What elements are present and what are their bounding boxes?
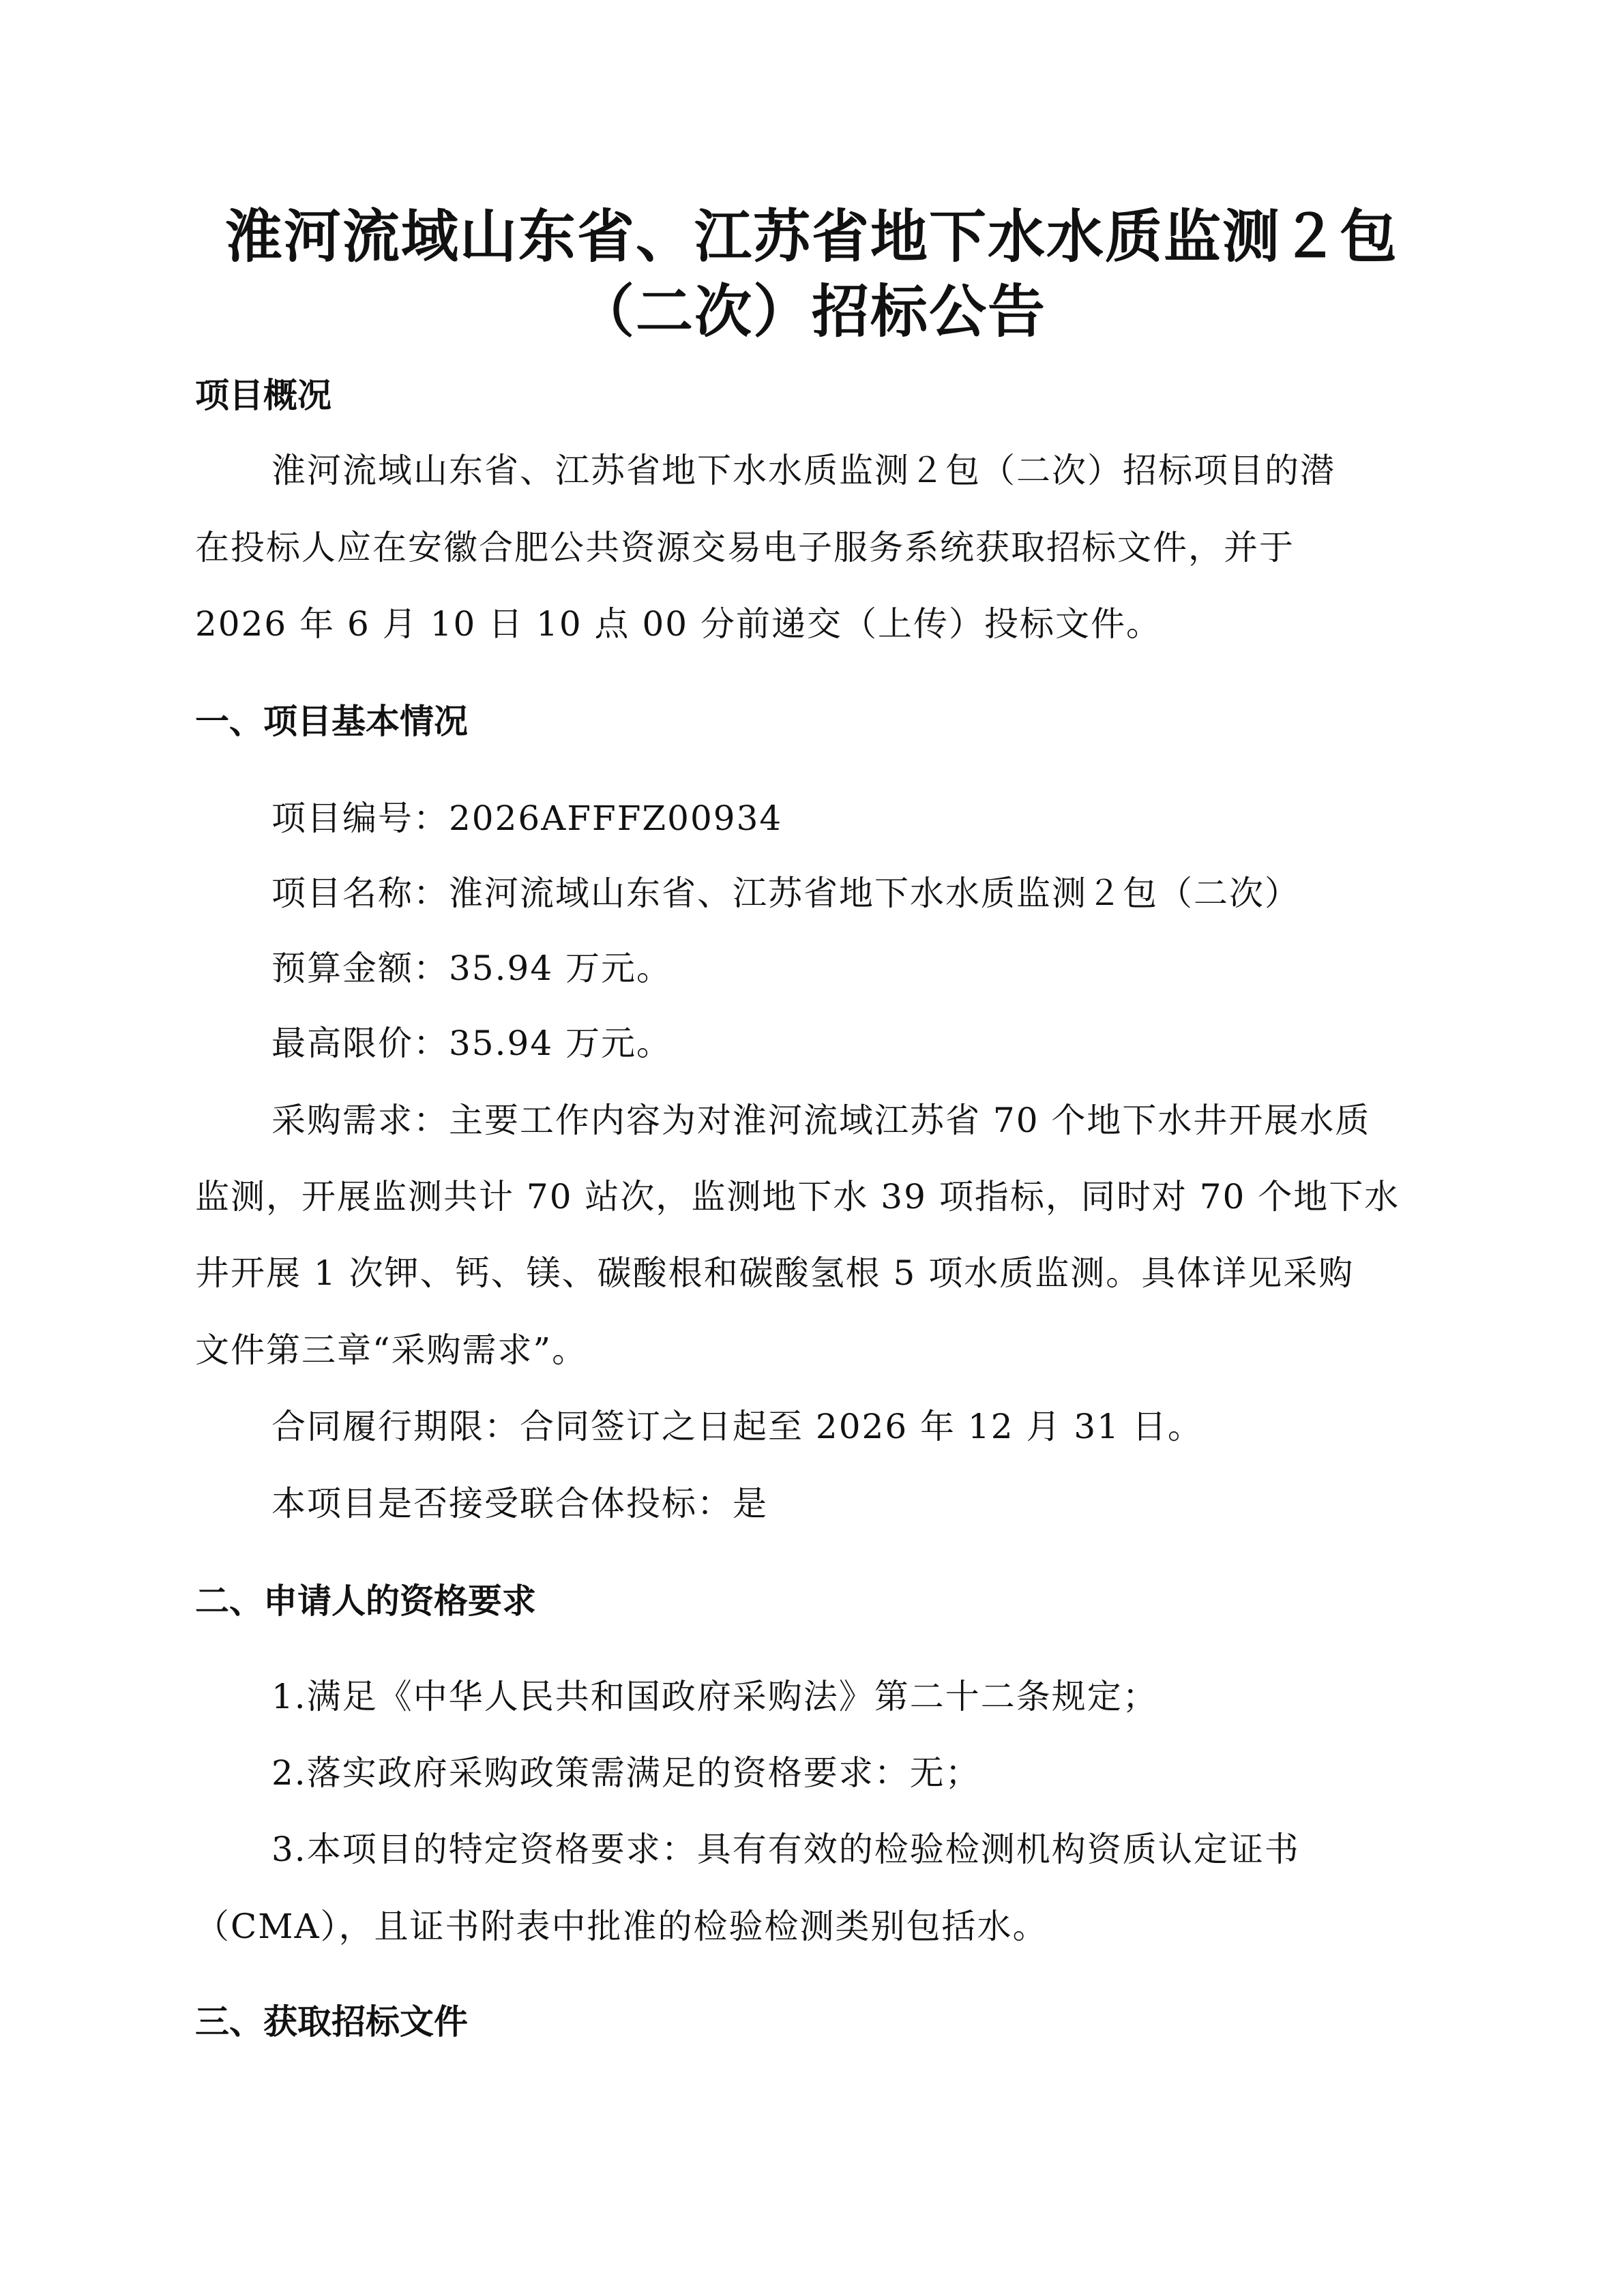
qualification-item-2: 2.落实政府采购政策需满足的资格要求：无； (271, 1753, 981, 1793)
section-1-heading: 一、项目基本情况 (195, 702, 468, 741)
requirement-line-1: 采购需求：主要工作内容为对淮河流域江苏省 70 个地下水井开展水质 (271, 1101, 1371, 1140)
max-price: 最高限价：35.94 万元。 (271, 1024, 673, 1063)
requirement-line-4: 文件第三章“采购需求”。 (195, 1330, 588, 1370)
overview-line-2: 在投标人应在安徽合肥公共资源交易电子服务系统获取招标文件，并于 (195, 528, 1295, 567)
overview-heading: 项目概况 (195, 376, 331, 415)
qualification-item-3-line-2: （CMA），且证书附表中批准的检验检测类别包括水。 (195, 1907, 1048, 1946)
qualification-item-1: 1.满足《中华人民共和国政府采购法》第二十二条规定； (271, 1677, 1158, 1716)
contract-period: 合同履行期限：合同签订之日起至 2026 年 12 月 31 日。 (271, 1407, 1203, 1446)
overview-line-3: 2026 年 6 月 10 日 10 点 00 分前递交（上传）投标文件。 (195, 604, 1162, 644)
budget-amount: 预算金额：35.94 万元。 (271, 949, 673, 988)
qualification-item-3-line-1: 3.本项目的特定资格要求：具有有效的检验检测机构资质认定证书 (271, 1830, 1300, 1869)
overview-line-1: 淮河流域山东省、江苏省地下水水质监测２包（二次）招标项目的潜 (271, 451, 1335, 490)
requirement-line-2: 监测，开展监测共计 70 站次，监测地下水 39 项指标，同时对 70 个地下水 (195, 1177, 1400, 1217)
document-title-line-2: （二次）招标公告 (576, 278, 1046, 345)
section-2-heading: 二、申请人的资格要求 (195, 1581, 536, 1621)
project-number: 项目编号：2026AFFFZ00934 (271, 799, 783, 838)
project-name: 项目名称：淮河流域山东省、江苏省地下水水质监测２包（二次） (271, 874, 1300, 913)
requirement-line-3: 井开展 1 次钾、钙、镁、碳酸根和碳酸氢根 5 项水质监测。具体详见采购 (195, 1253, 1355, 1293)
document-title-line-1: 淮河流域山东省、江苏省地下水水质监测２包 (224, 203, 1398, 270)
section-3-heading: 三、获取招标文件 (195, 2002, 468, 2042)
consortium-bid: 本项目是否接受联合体投标：是 (271, 1484, 768, 1523)
